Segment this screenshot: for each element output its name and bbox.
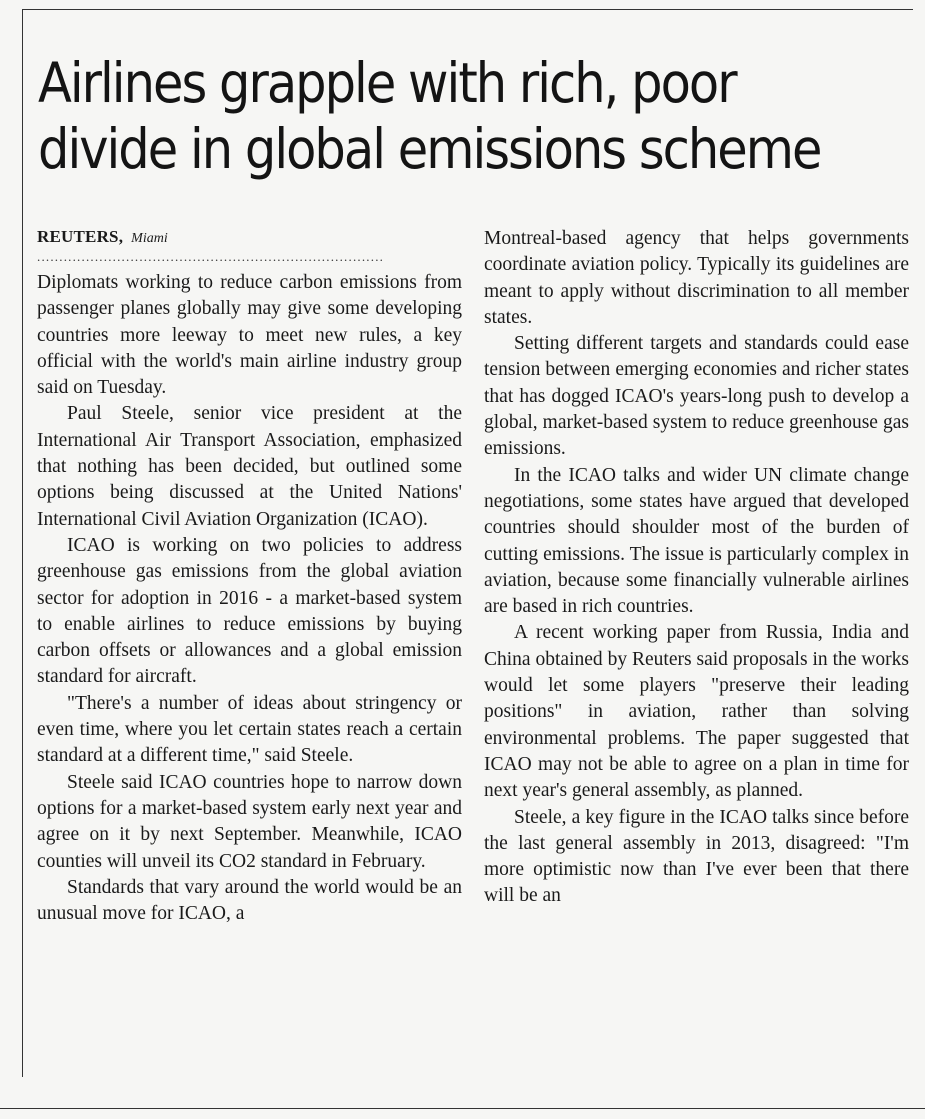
paragraph: Diplomats working to reduce carbon emissions from passenger planes globally may give some developing countries more leeway to meet new rules, a key official with the world's main airline industry group said on Tuesday. xyxy=(37,272,462,399)
paragraph: Paul Steele, senior vice president at the International Air Transport Association, emphasized that nothing has been decided, but outlined some options being discussed at the United Nations' International Civil Aviation Organization (ICAO). xyxy=(37,403,462,530)
byline-place: Miami xyxy=(131,231,168,246)
paragraph: Steele said ICAO countries hope to narrow down options for a market-based system early next year and agree on it by next September. Meanwhile, ICAO counties will unveil its CO2 standard in February. xyxy=(37,771,462,872)
byline-agency: REUTERS, xyxy=(37,227,124,246)
headline: Airlines grapple with rich, poor divide in global emissions scheme xyxy=(38,51,821,181)
paragraph: ICAO is working on two policies to address greenhouse gas emissions from the global aviation sector for adoption in 2016 - a market-based system to enable airlines to reduce emissions by buying carbon offsets or allowances and a global emission standard for aircraft. xyxy=(37,534,462,688)
dotted-separator: .............................................................................. xyxy=(37,252,385,264)
bottom-rule xyxy=(0,1108,925,1109)
paragraph: In the ICAO talks and wider UN climate change negotiations, some states have argued that developed countries should shoulder most of the burden of cutting emissions. The issue is particularly complex in aviation, because some financially vulnerable airlines are based in rich countries. xyxy=(484,464,909,618)
paragraph: Steele, a key figure in the ICAO talks since before the last general assembly in 2013, disagreed: "I'm more optimistic now than I've ever been that there will be an xyxy=(484,806,909,907)
left-rule xyxy=(22,9,23,1077)
article-column-right xyxy=(484,226,909,910)
paragraph: Standards that vary around the world would be an unusual move for ICAO, a xyxy=(37,876,462,925)
paragraph: "There's a number of ideas about stringency or even time, where you let certain states reach a certain standard at a different time," said Steele. xyxy=(37,692,462,767)
article-column-left xyxy=(37,226,462,927)
paragraph: Montreal-based agency that helps governments coordinate aviation policy. Typically its guidelines are meant to apply without discrimination to all member states. xyxy=(484,228,909,328)
paragraph: Setting different targets and standards could ease tension between emerging economies and richer states that has dogged ICAO's years-long push to develop a global, market-based system to reduce greenhouse gas emissions. xyxy=(484,333,909,460)
byline xyxy=(37,226,462,252)
top-rule xyxy=(22,9,913,10)
paragraph: A recent working paper from Russia, India and China obtained by Reuters said proposals in the works would let some players "preserve their leading positions" in aviation, rather than solving environmental problems. The paper suggested that ICAO may not be able to agree on a plan in time for next year's general assembly, as planned. xyxy=(484,622,909,802)
